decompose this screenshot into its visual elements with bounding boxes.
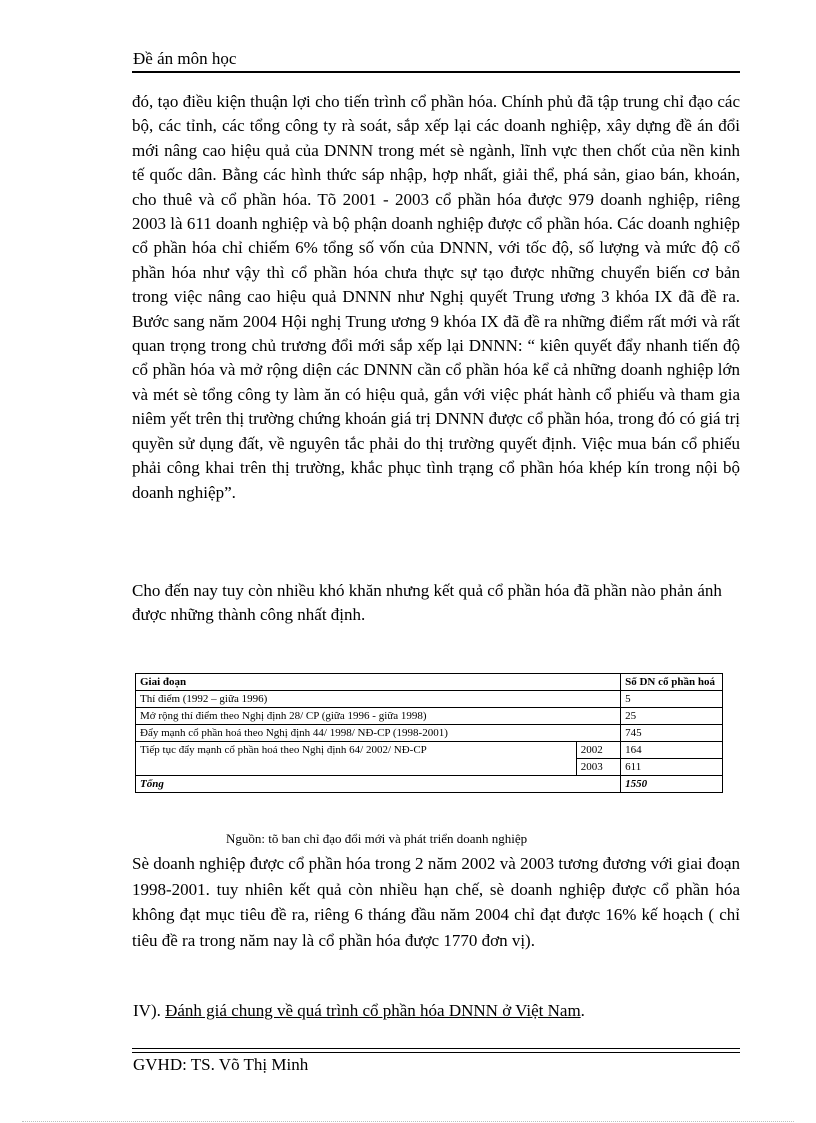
section-prefix: IV). xyxy=(133,1001,166,1020)
footer-supervisor: GVHD: TS. Võ Thị Minh xyxy=(133,1055,309,1074)
table-cell-count: 5 xyxy=(621,691,723,708)
table-cell-stage: Đẩy mạnh cổ phần hoá theo Nghị định 44/ 1998/ NĐ-CP (1998-2001) xyxy=(136,725,621,742)
section-suffix: . xyxy=(580,1001,585,1020)
page-header-title: Đề án môn học xyxy=(133,49,237,68)
table-total-count: 1550 xyxy=(621,776,723,793)
page-bottom-dotted-line xyxy=(22,1121,794,1122)
table-cell-year: 2003 xyxy=(576,759,620,776)
body-paragraph-1: đó, tạo điều kiện thuận lợi cho tiến trình cổ phần hóa. Chính phủ đã tập trung chỉ đạo các bộ, các tỉnh, các tổng công ty rà soát, sắp xếp lại các doanh nghiệp, xây dựng đề án đổi mới nâng cao hiệu quả của DNNN trong mét sè ngành, lĩnh vực then chốt của nền kinh tế quốc dân. Bằng các hình thức sáp nhập, hợp nhất, giải thể, phá sản, giao bán, khoán, cho thuê và cổ phần hóa. Tõ 2001 - 2003 cổ phần hóa được 979 doanh nghiệp, riêng 2003 là 611 doanh nghiệp và bộ phận doanh nghiệp được cổ phần hóa. Các doanh nghiệp cổ phần hóa chỉ chiếm 6% tổng số vốn của DNNN, với tốc độ, số lượng và mức độ cổ phần hóa như vậy thì cổ phần hóa chưa thực sự tạo được những chuyển biến cơ bản trong việc nâng cao hiệu quả DNNN như Nghị quyết Trung ương 3 khóa IX đã đề ra. Bước sang năm 2004 Hội nghị Trung ương 9 khóa IX đã đề ra những điểm rất mới và rất quan trọng trong chủ trương đổi mới sắp xếp lại DNNN: “ kiên quyết đẩy nhanh tiến độ cổ phần hóa và mở rộng diện các DNNN cần cổ phần hóa kể cả những doanh nghiệp lớn và mét sè tổng công ty làm ăn có hiệu quả, gắn với việc phát hành cổ phiếu và tham gia niêm yết trên thị trường chứng khoán giá trị DNNN được cổ phần hóa, trong đó có giá trị quyền sử dụng đất, về nguyên tắc phải do thị trường quyết định. Việc mua bán cổ phiếu phải công khai trên thị trường, khắc phục tình trạng cổ phần hóa khép kín trong nội bộ doanh nghiệp”. xyxy=(132,92,740,502)
table-cell-count: 25 xyxy=(621,708,723,725)
table-row xyxy=(136,691,723,708)
table-header-count: Số DN cổ phần hoá xyxy=(621,674,723,691)
table-header-row xyxy=(136,674,723,691)
table-cell-stage: Tiếp tục đẩy mạnh cổ phần hoá theo Nghị định 64/ 2002/ NĐ-CP xyxy=(136,742,577,776)
table-cell-count: 164 xyxy=(621,742,723,759)
footer-divider xyxy=(132,1048,740,1053)
table-source-note: Nguồn: tõ ban chỉ đạo đổi mới và phát triển doanh nghiệp xyxy=(226,831,528,846)
section-title: Đánh giá chung về quá trình cổ phần hóa DNNN ở Việt Nam xyxy=(165,1001,581,1020)
table-cell-year: 2002 xyxy=(576,742,620,759)
body-paragraph-3: Sè doanh nghiệp được cổ phần hóa trong 2 năm 2002 và 2003 tương đương với giai đoạn 1998-2001. tuy nhiên kết quả còn nhiều hạn chế, sè doanh nghiệp được cổ phần hóa không đạt mục tiêu đề ra, riêng 6 tháng đầu năm 2004 chỉ đạt được 16% kế hoạch ( chỉ tiêu đề ra trong năm nay là cổ phần hóa được 1770 đơn vị). xyxy=(132,854,740,950)
table-cell-count: 611 xyxy=(621,759,723,776)
table-header-stage: Giai đoạn xyxy=(136,674,621,691)
table-cell-stage: Thí điểm (1992 – giữa 1996) xyxy=(136,691,621,708)
privatization-table xyxy=(135,673,723,793)
table-row xyxy=(136,725,723,742)
header-divider xyxy=(132,71,740,73)
table-total-label: Tổng xyxy=(136,776,621,793)
table-row xyxy=(136,708,723,725)
body-paragraph-2: Cho đến nay tuy còn nhiều khó khăn nhưng kết quả cổ phần hóa đã phần nào phản ánh được những thành công nhất định. xyxy=(132,581,722,625)
table-cell-count: 745 xyxy=(621,725,723,742)
section-heading xyxy=(133,1001,585,1021)
table-cell-stage: Mở rộng thí điểm theo Nghị định 28/ CP (giữa 1996 - giữa 1998) xyxy=(136,708,621,725)
table-total-row xyxy=(136,776,723,793)
table-row xyxy=(136,742,723,759)
